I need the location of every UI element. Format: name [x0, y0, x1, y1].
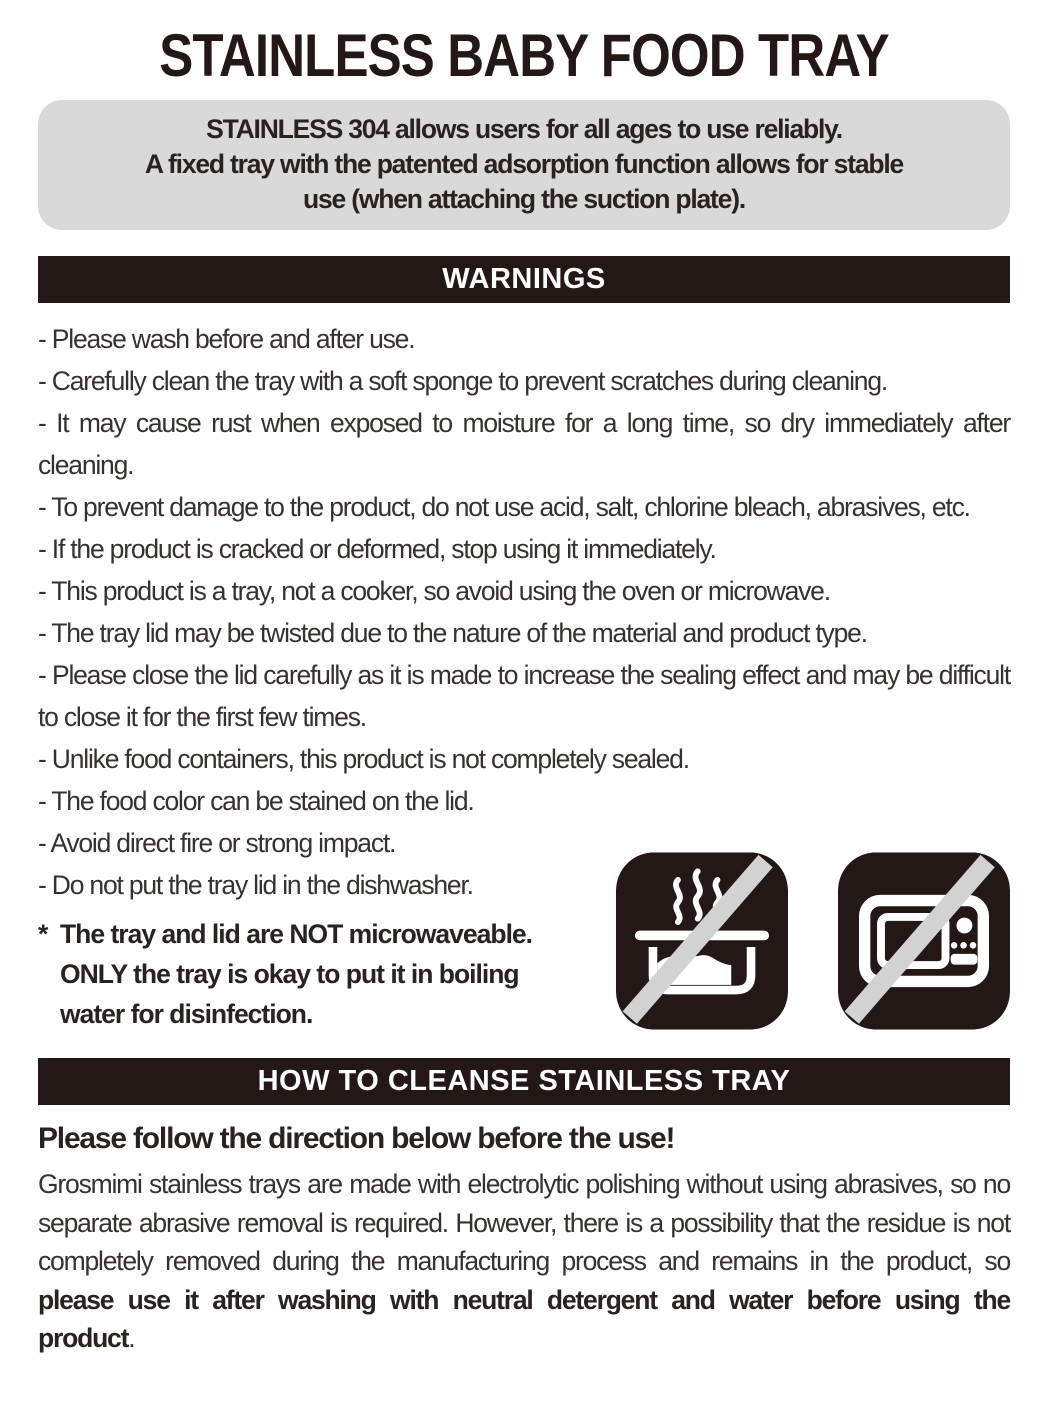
warning-item: - If the product is cracked or deformed, stop using it immediately. [38, 534, 716, 564]
prohibition-icons [616, 852, 1010, 1030]
cleanse-section [38, 1058, 1010, 1358]
note-line: water for disinfection. [60, 999, 313, 1029]
note-text [60, 914, 532, 1034]
paragraph-text: Grosmimi stainless trays are made with electrolytic polishing without using abrasives, so no separate abrasive removal is required. However, there is a possibility that the residue is not completely removed during the manufacturing process and remains in the product, so [38, 1169, 1010, 1276]
warning-item: - Please close the lid carefully as it is made to increase the sealing effect and may be difficult to close it for the first few times. [38, 660, 1010, 732]
warnings-header: WARNINGS [38, 256, 1010, 303]
warning-item: - The tray lid may be twisted due to the nature of the material and product type. [38, 618, 867, 648]
microwave-note [38, 914, 616, 1034]
no-boiling-pot-icon [616, 852, 788, 1030]
paragraph-bold-text: please use it after washing with neutral detergent and water before using the product [38, 1284, 1010, 1353]
asterisk-marker: * [38, 919, 48, 949]
cleanse-header: HOW TO CLEANSE STAINLESS TRAY [38, 1058, 1010, 1105]
warning-item: - Carefully clean the tray with a soft sponge to prevent scratches during cleaning. [38, 366, 888, 396]
note-line: ONLY the tray is okay to put it in boiling [60, 959, 519, 989]
paragraph-text: . [128, 1323, 135, 1353]
document-page [0, 24, 1048, 1358]
note-and-icons-row [38, 914, 1010, 1034]
warning-item: - This product is a tray, not a cooker, so avoid using the oven or microwave. [38, 576, 830, 606]
intro-line: use (when attaching the suction plate). [302, 184, 746, 214]
warnings-list [38, 318, 1010, 906]
warnings-section [38, 256, 1010, 1034]
page-title: STAINLESS BABY FOOD TRAY [159, 22, 889, 89]
warning-item: - Avoid direct fire or strong impact. [38, 828, 396, 858]
intro-line: STAINLESS 304 allows users for all ages to use reliably. [206, 114, 842, 144]
warning-item: - Unlike food containers, this product is not completely sealed. [38, 744, 689, 774]
cleanse-subhead: Please follow the direction below before the use! [38, 1122, 675, 1155]
warning-item: - Do not put the tray lid in the dishwasher. [38, 870, 473, 900]
intro-box [38, 100, 1010, 230]
warning-item: - To prevent damage to the product, do not use acid, salt, chlorine bleach, abrasives, etc. [38, 492, 970, 522]
no-microwave-icon [838, 852, 1010, 1030]
cleanse-paragraph [38, 1165, 1010, 1358]
note-line: The tray and lid are NOT microwaveable. [60, 919, 533, 949]
warning-item: - The food color can be stained on the lid. [38, 786, 474, 816]
warning-item: - It may cause rust when exposed to moisture for a long time, so dry immediately after cleaning. [38, 408, 1010, 480]
intro-line: A fixed tray with the patented adsorption function allows for stable [144, 149, 904, 179]
warning-item: - Please wash before and after use. [38, 324, 415, 354]
